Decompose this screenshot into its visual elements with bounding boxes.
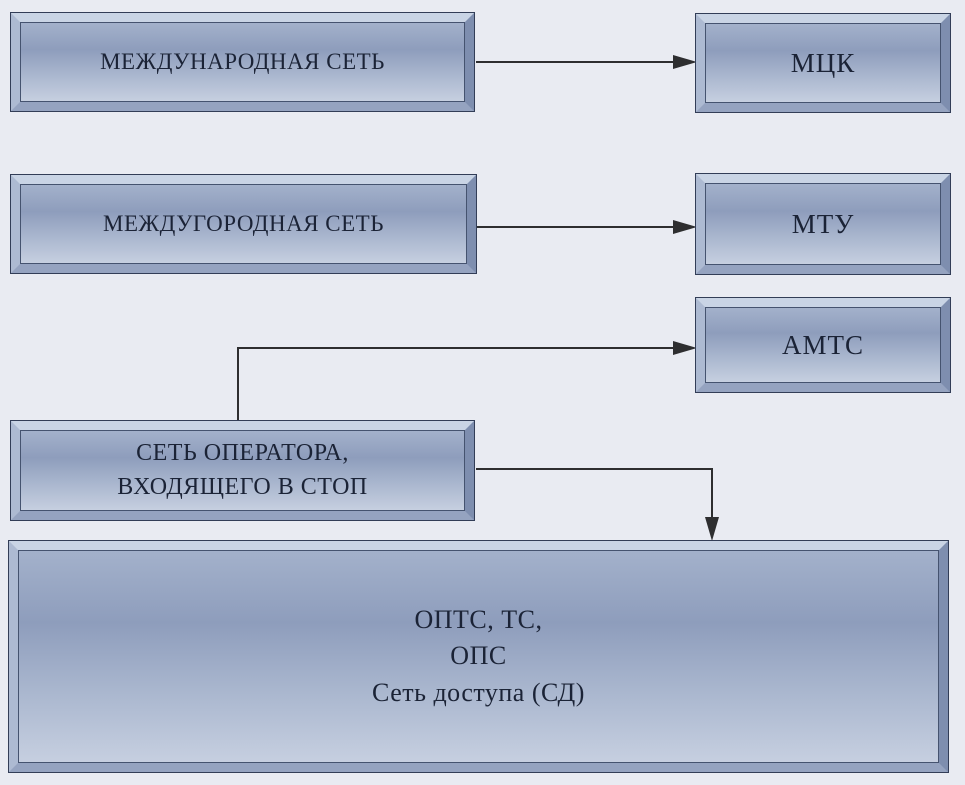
box-operator-network xyxy=(10,420,475,521)
box-face xyxy=(20,430,465,511)
box-bevel xyxy=(11,175,476,273)
connector-international-to-mck xyxy=(476,55,697,69)
box-amts xyxy=(695,297,951,393)
connector-intercity-to-mtu xyxy=(477,220,697,234)
box-face xyxy=(705,307,941,383)
box-core-network xyxy=(8,540,949,773)
box-operator-network-label-line1: СЕТЬ ОПЕРАТОРА, xyxy=(136,439,349,466)
box-mtu xyxy=(695,173,951,275)
box-mck xyxy=(695,13,951,113)
box-operator-network-label-line2: ВХОДЯЩЕГО В СТОП xyxy=(117,473,368,500)
box-bevel xyxy=(11,421,474,520)
box-bevel xyxy=(696,298,950,392)
connector-operator-to-amts xyxy=(238,341,697,420)
box-bevel xyxy=(696,14,950,112)
box-amts-label: АМТС xyxy=(781,329,864,360)
box-bevel xyxy=(9,541,948,772)
box-international-network-label: МЕЖДУНАРОДНАЯ СЕТЬ xyxy=(100,49,385,75)
box-face xyxy=(20,184,467,264)
box-bevel xyxy=(696,174,950,274)
box-core-network-label-line3: Сеть доступа (СД) xyxy=(372,677,585,707)
box-mck-label: МЦК xyxy=(790,47,856,78)
box-face xyxy=(18,550,939,763)
box-core-network-label-line2: ОПС xyxy=(450,641,507,671)
box-intercity-network-label: МЕЖДУГОРОДНАЯ СЕТЬ xyxy=(103,211,384,237)
box-face xyxy=(705,23,941,103)
connector-operator-to-core xyxy=(476,469,719,541)
box-bevel xyxy=(11,13,474,111)
box-face xyxy=(705,183,941,265)
box-face xyxy=(20,22,465,102)
box-core-network-label-line1: ОПТС, ТС, xyxy=(414,604,543,634)
box-international-network xyxy=(10,12,475,112)
box-intercity-network xyxy=(10,174,477,274)
box-mtu-label: МТУ xyxy=(791,208,855,239)
